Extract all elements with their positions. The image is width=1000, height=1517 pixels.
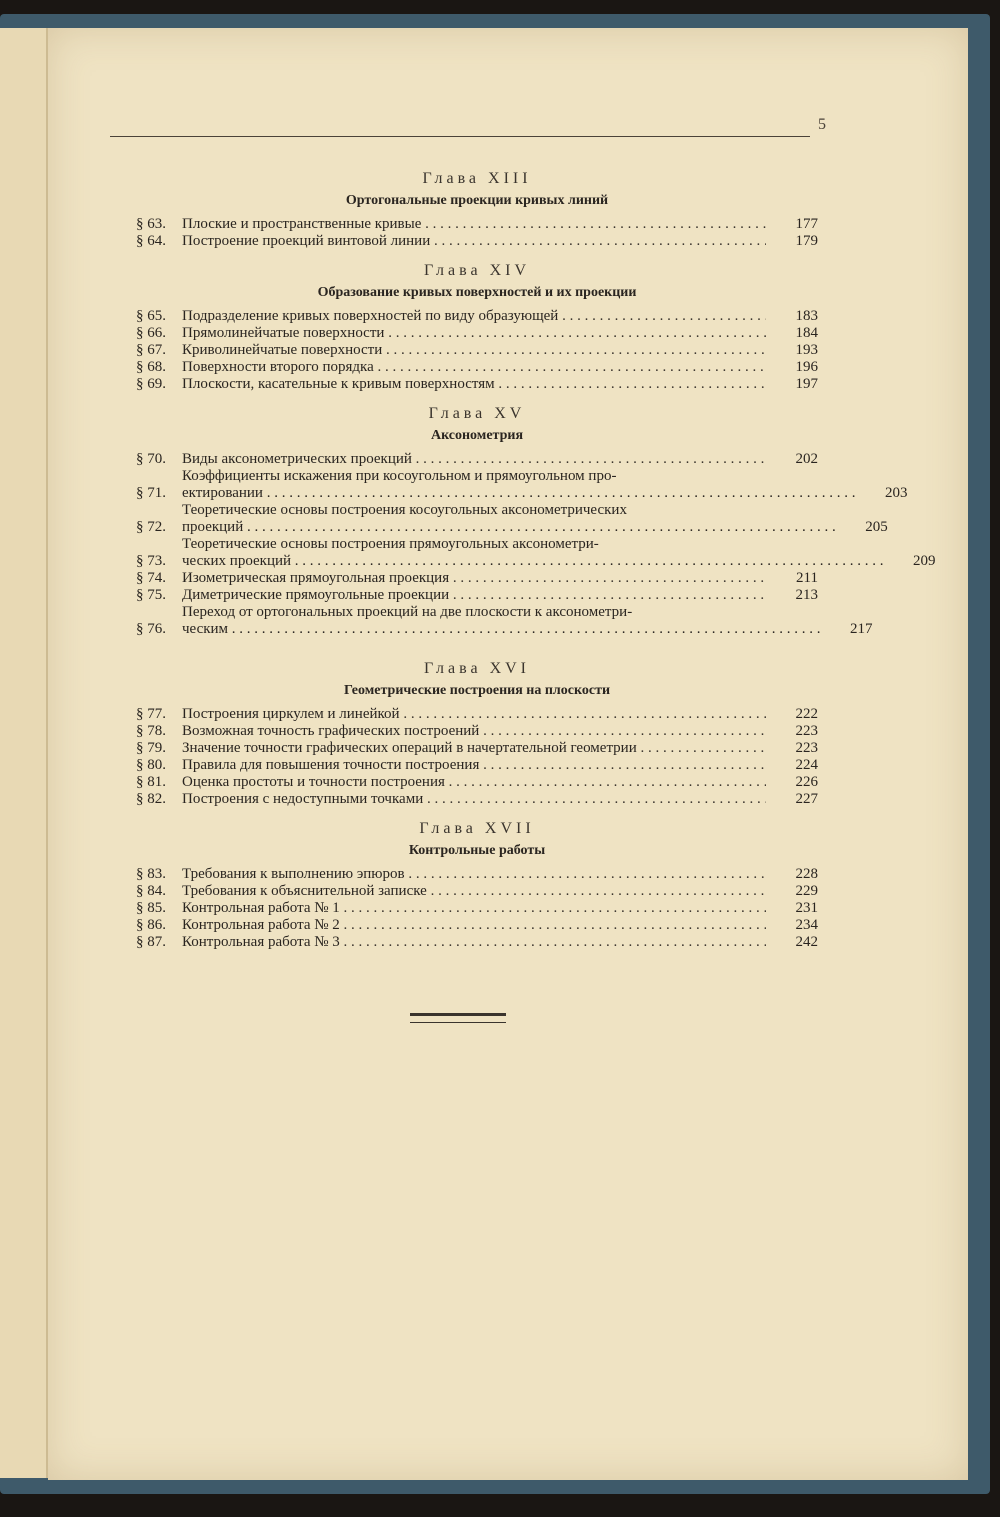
section-number: § 72. (136, 519, 166, 535)
toc-entry (136, 233, 818, 250)
section-title: Изометрическая прямоугольная проекция . . . (182, 570, 766, 587)
section-number: § 65. (136, 308, 166, 324)
toc-entry (136, 216, 818, 233)
section-number: § 70. (136, 451, 166, 467)
toc-entry (136, 757, 818, 774)
section-page: 203 (884, 485, 908, 501)
section-page: 177 (795, 216, 818, 232)
section-title: Правила для повышения точности построения . . . (182, 757, 766, 774)
section-title-block (182, 502, 836, 536)
toc-entry (136, 536, 936, 570)
left-page-edge (0, 28, 48, 1478)
section-title: Поверхности второго порядка . . . (182, 359, 766, 376)
section-page: 196 (795, 359, 818, 375)
section-page: 205 (865, 519, 888, 535)
section-number: § 85. (136, 900, 166, 916)
section-number: § 66. (136, 325, 166, 341)
section-number: § 82. (136, 791, 166, 807)
section-title: Возможная точность графических построений . . . (182, 723, 766, 740)
section-title-continued: проекций . . . (182, 519, 836, 536)
chapter-title: Образование кривых поверхностей и их проекции (317, 285, 637, 300)
section-title: Теоретические основы построения косоугольных аксонометрических (182, 502, 627, 518)
chapter-13 (136, 168, 818, 250)
section-page: 222 (795, 706, 818, 722)
chapter-heading: Глава XVII (419, 820, 535, 837)
section-page: 209 (913, 553, 936, 569)
section-page: 183 (795, 308, 818, 324)
toc-entry (136, 308, 818, 325)
toc-entry (136, 502, 888, 536)
section-page: 231 (795, 900, 818, 916)
header-rule (110, 136, 810, 137)
section-page: 227 (795, 791, 818, 807)
section-title: Диметрические прямоугольные проекции . . . (182, 587, 766, 604)
section-title-block (182, 604, 821, 638)
section-number: § 75. (136, 587, 166, 603)
section-title: Значение точности графических операций в начертательной геометрии . . . (182, 740, 766, 757)
section-title-block (182, 536, 884, 570)
section-page: 229 (795, 883, 818, 899)
section-title: Построение проекций винтовой линии . . . (182, 233, 766, 250)
section-title: Требования к выполнению эпюров . . . (182, 866, 766, 883)
table-of-contents (136, 168, 936, 961)
section-page: 217 (850, 621, 873, 637)
section-page: 242 (795, 934, 818, 950)
section-page: 228 (795, 866, 818, 882)
toc-entry (136, 376, 818, 393)
end-ornament-rule (410, 1013, 506, 1023)
toc-entry (136, 451, 818, 468)
section-number: § 79. (136, 740, 166, 756)
section-page: 179 (795, 233, 818, 249)
toc-entry (136, 740, 818, 757)
section-title: Виды аксонометрических проекций . . . (182, 451, 766, 468)
section-number: § 67. (136, 342, 166, 358)
section-title: Плоские и пространственные кривые . . . (182, 216, 766, 233)
section-page: 211 (796, 570, 818, 586)
section-number: § 76. (136, 621, 166, 637)
section-number: § 71. (136, 485, 166, 501)
section-number: § 80. (136, 757, 166, 773)
toc-entry (136, 934, 818, 951)
chapter-title: Контрольные работы (408, 843, 546, 858)
toc-entry (136, 723, 818, 740)
section-title: Переход от ортогональных проекций на две плоскости к аксонометри- (182, 604, 633, 620)
section-title-continued: ческим . . . (182, 621, 821, 638)
section-title: Прямолинейчатые поверхности . . . (182, 325, 766, 342)
section-page: 234 (795, 917, 818, 933)
toc-entry (136, 468, 908, 502)
section-title: Построения циркулем и линейкой . . . (182, 706, 766, 723)
chapter-heading: Глава XV (428, 405, 526, 422)
toc-entry (136, 774, 818, 791)
section-page: 224 (795, 757, 818, 773)
toc-entry (136, 342, 818, 359)
chapter-16 (136, 658, 818, 808)
chapter-title: Геометрические построения на плоскости (343, 683, 611, 698)
chapter-title: Аксонометрия (430, 428, 524, 443)
section-title: Построения с недоступными точками . . . (182, 791, 766, 808)
section-title: Оценка простоты и точности построения . . . (182, 774, 766, 791)
toc-entry (136, 917, 818, 934)
section-title-block (182, 468, 855, 502)
section-number: § 86. (136, 917, 166, 933)
chapter-15 (136, 403, 936, 638)
page-number: 5 (818, 116, 826, 133)
section-number: § 87. (136, 934, 166, 950)
chapter-17 (136, 818, 818, 951)
toc-entry (136, 706, 818, 723)
section-page: 223 (795, 723, 818, 739)
book-page (48, 28, 968, 1480)
section-page: 202 (795, 451, 818, 467)
section-number: § 68. (136, 359, 166, 375)
section-number: § 64. (136, 233, 166, 249)
toc-entry (136, 359, 818, 376)
toc-entry (136, 866, 818, 883)
section-page: 184 (795, 325, 818, 341)
toc-entry (136, 570, 818, 587)
section-page: 223 (795, 740, 818, 756)
chapter-heading: Глава XIII (422, 170, 532, 187)
section-number: § 73. (136, 553, 166, 569)
chapter-heading: Глава XIV (423, 262, 530, 279)
section-page: 197 (795, 376, 818, 392)
toc-entry (136, 900, 818, 917)
section-title: Теоретические основы построения прямоугольных аксонометри- (182, 536, 599, 552)
section-title: Криволинейчатые поверхности . . . (182, 342, 766, 359)
section-page: 193 (795, 342, 818, 358)
section-title: Подразделение кривых поверхностей по виду образующей . . . (182, 308, 766, 325)
section-page: 213 (795, 587, 818, 603)
section-title: Контрольная работа № 1 . . . (182, 900, 766, 917)
section-number: § 83. (136, 866, 166, 882)
section-title-continued: ческих проекций . . . (182, 553, 884, 570)
section-number: § 69. (136, 376, 166, 392)
toc-entry (136, 587, 818, 604)
section-title: Контрольная работа № 2 . . . (182, 917, 766, 934)
toc-entry (136, 325, 818, 342)
chapter-title: Ортогональные проекции кривых линий (345, 193, 609, 208)
chapter-heading: Глава XVI (423, 660, 530, 677)
section-number: § 84. (136, 883, 166, 899)
chapter-14 (136, 260, 818, 393)
toc-entry (136, 604, 873, 638)
section-page: 226 (795, 774, 818, 790)
section-title-continued: ектировании . . . (182, 485, 855, 502)
section-number: § 81. (136, 774, 166, 790)
section-title: Контрольная работа № 3 . . . (182, 934, 766, 951)
section-number: § 74. (136, 570, 166, 586)
section-title: Требования к объяснительной записке . . . (182, 883, 766, 900)
section-number: § 78. (136, 723, 166, 739)
section-title: Коэффициенты искажения при косоугольном и прямоугольном про- (182, 468, 617, 484)
toc-entry (136, 883, 818, 900)
section-number: § 63. (136, 216, 166, 232)
toc-entry (136, 791, 818, 808)
section-number: § 77. (136, 706, 166, 722)
section-title: Плоскости, касательные к кривым поверхностям . . . (182, 376, 766, 393)
